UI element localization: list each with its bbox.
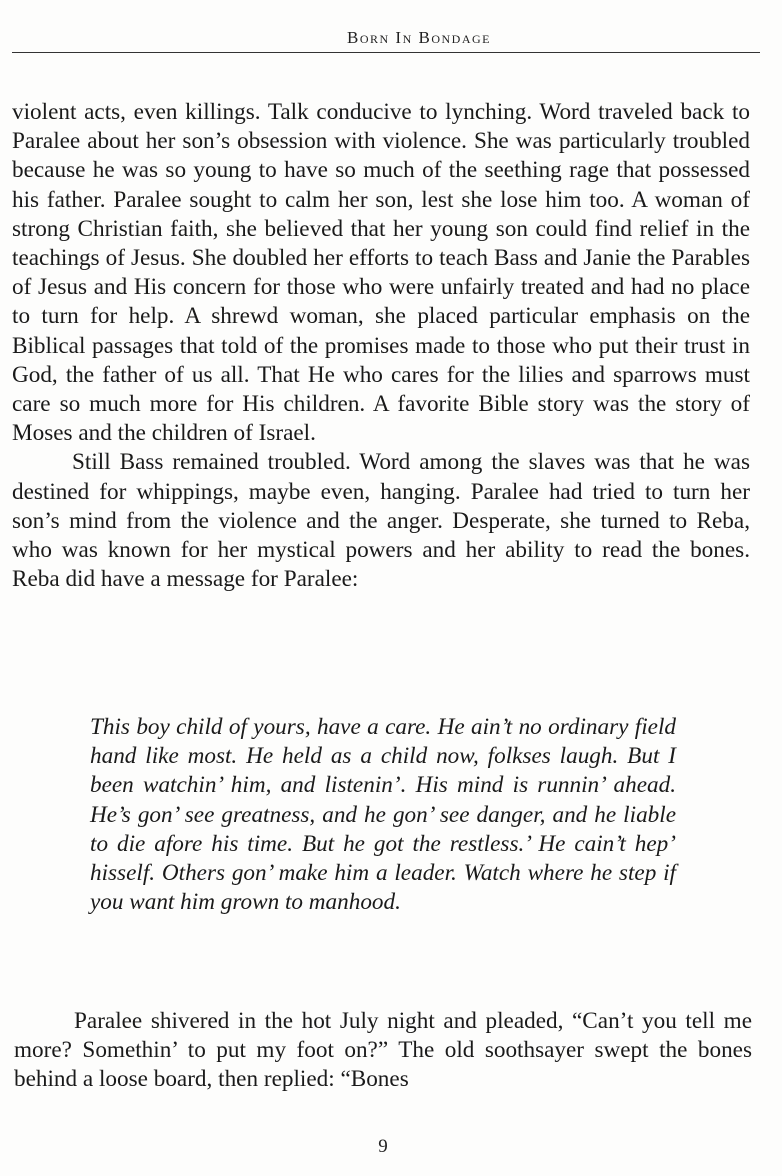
page-number [0,1136,782,1158]
header-rule [12,52,760,53]
running-header [0,28,782,48]
body-text [12,98,750,594]
running-title: Born In Bondage [346,28,491,47]
paragraph: Still Bass remained troubled. Word among the slaves was that he was destined for whippings, maybe even, hanging. Paralee had tried to turn her son’s mind from the violence and the anger. Desperate, she turned to Reba, who was known for her mystical powers and her ability to read the bones. Reba did have a message for Paralee: [12,449,750,593]
block-quote: This boy child of yours, have a care. He ain’t no ordinary field hand like most. He held as a child now, folkses laugh. But I been watchin’ him, and listenin’. His mind is runnin’ ahead. He’s gon’ see greatness, and he gon’ see danger, and he liable to die afore his time. But he got the restless.’ He cain’t hep’ hisself. Others gon’ make him a leader. Watch where he step if you want him grown to manhood. [90,714,676,916]
page-number-text: 9 [378,1136,388,1157]
closing-paragraph: Paralee shivered in the hot July night and pleaded, “Can’t you tell me more? Somethin’ to put my foot on?” The old soothsayer swept the bones behind a loose board, then replied: “Bones [14,1008,752,1093]
paragraph-continued: violent acts, even killings. Talk conducive to lynching. Word traveled back to Paralee about her son’s obsession with violence. She was particularly troubled because he was so young to have so much of the seething rage that possessed his father. Paralee sought to calm her son, lest she lose him too. A woman of strong Christian faith, she believed that her young son could find relief in the teachings of Jesus. She doubled her efforts to teach Bass and Janie the Parables of Jesus and His concern for those who were unfairly treated and had no place to turn for help. A shrewd woman, she placed particular emphasis on the Biblical passages that told of the promises made to those who put their trust in God, the father of us all. That He who cares for the lilies and sparrows must care so much more for His children. A favorite Bible story was the story of Moses and the children of Israel. [12,99,750,447]
